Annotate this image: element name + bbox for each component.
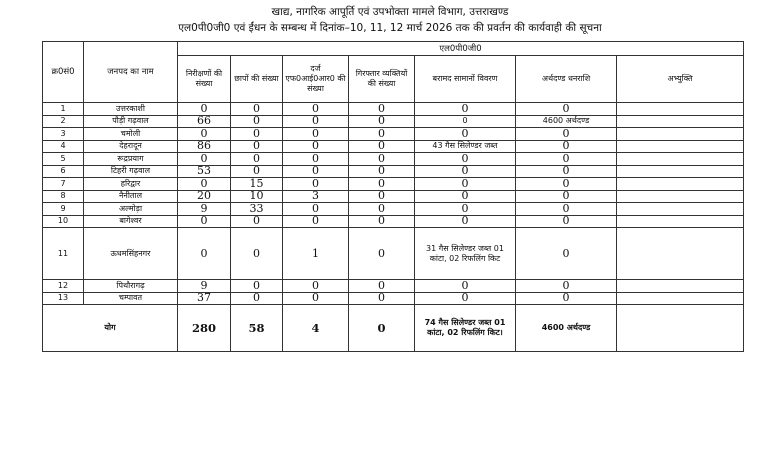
cell-fine: 0 [516,228,617,280]
cell-fir: 0 [283,128,349,141]
cell-remarks [617,103,744,116]
cell-district: टिहरी गढ़वाल [84,165,178,178]
total-arrested: 0 [349,305,415,352]
cell-arrested: 0 [349,215,415,228]
cell-arrested: 0 [349,153,415,166]
cell-inspections: 0 [178,228,231,280]
cell-inspections: 53 [178,165,231,178]
cell-inspections: 0 [178,128,231,141]
cell-fir: 0 [283,280,349,293]
cell-inspections: 37 [178,292,231,305]
cell-fir: 0 [283,103,349,116]
col-header-arrested: गिरफ्तार व्यक्तियों की संख्या [349,56,415,103]
cell-inspections: 9 [178,280,231,293]
cell-fine: 0 [516,203,617,216]
cell-fir: 0 [283,165,349,178]
table-row [43,203,744,216]
cell-sno: 8 [43,190,84,203]
cell-seized: 0 [415,115,516,128]
cell-fine: 0 [516,190,617,203]
group-header-lpg: एल0पी0जी0 [178,42,744,56]
cell-remarks [617,140,744,153]
cell-arrested: 0 [349,292,415,305]
cell-district: ऊधमसिंहनगर [84,228,178,280]
table-row [43,103,744,116]
cell-raids: 0 [231,292,283,305]
cell-fine: 0 [516,153,617,166]
cell-inspections: 86 [178,140,231,153]
total-raids: 58 [231,305,283,352]
cell-sno: 7 [43,178,84,191]
cell-remarks [617,153,744,166]
cell-seized: 0 [415,203,516,216]
cell-seized: 0 [415,178,516,191]
cell-district: पौड़ी गढ़वाल [84,115,178,128]
cell-arrested: 0 [349,165,415,178]
cell-raids: 10 [231,190,283,203]
table-row [43,228,744,280]
cell-remarks [617,280,744,293]
cell-fine: 0 [516,140,617,153]
table-row [43,292,744,305]
cell-sno: 11 [43,228,84,280]
cell-sno: 2 [43,115,84,128]
col-header-sno: क्र0सं0 [43,42,84,103]
cell-raids: 15 [231,178,283,191]
cell-district: रूद्रप्रयाग [84,153,178,166]
cell-seized: 0 [415,190,516,203]
cell-fine: 0 [516,292,617,305]
cell-fir: 0 [283,140,349,153]
cell-raids: 0 [231,115,283,128]
cell-remarks [617,215,744,228]
header-row-1 [43,42,744,56]
cell-arrested: 0 [349,140,415,153]
cell-fir: 0 [283,153,349,166]
cell-arrested: 0 [349,280,415,293]
cell-seized: 0 [415,153,516,166]
table-row [43,178,744,191]
cell-remarks [617,203,744,216]
col-header-raids: छापों की संख्या [231,56,283,103]
cell-fine: 0 [516,128,617,141]
total-fine: 4600 अर्थदण्ड [516,305,617,352]
col-header-remarks: अभ्युक्ति [617,56,744,103]
cell-fir: 1 [283,228,349,280]
cell-seized: 0 [415,280,516,293]
cell-raids: 0 [231,280,283,293]
col-header-seized: बरामद सामानों विवरण [415,56,516,103]
cell-arrested: 0 [349,190,415,203]
cell-arrested: 0 [349,128,415,141]
cell-sno: 6 [43,165,84,178]
cell-arrested: 0 [349,178,415,191]
cell-sno: 13 [43,292,84,305]
table-row [43,115,744,128]
table-row [43,190,744,203]
cell-arrested: 0 [349,103,415,116]
total-row [43,305,744,352]
cell-district: हरिद्वार [84,178,178,191]
cell-seized: 0 [415,215,516,228]
cell-sno: 3 [43,128,84,141]
cell-inspections: 0 [178,215,231,228]
table-row [43,215,744,228]
cell-sno: 12 [43,280,84,293]
report-title: एल0पी0जी0 एवं ईंधन के सम्बन्ध में दिनांक–10, 11, 12 मार्च 2026 तक की प्रवर्तन की कार्यवाही की सूचना [178,22,602,34]
cell-fine: 0 [516,165,617,178]
cell-seized: 0 [415,103,516,116]
table-row [43,165,744,178]
cell-seized: 43 गैस सिलेण्डर जब्त [415,140,516,153]
cell-fir: 0 [283,115,349,128]
cell-remarks [617,292,744,305]
total-seized: 74 गैस सिलेण्डर जब्त 01 कांटा, 02 रिफलिंग किट। [415,305,516,352]
cell-raids: 0 [231,128,283,141]
cell-fir: 0 [283,178,349,191]
cell-fine: 0 [516,178,617,191]
cell-district: उत्तरकाशी [84,103,178,116]
cell-raids: 0 [231,165,283,178]
cell-fir: 0 [283,215,349,228]
cell-fine: 0 [516,280,617,293]
cell-seized: 31 गैस सिलेण्डर जब्त 01 कांटा, 02 रिफलिंग किट [415,228,516,280]
cell-raids: 0 [231,153,283,166]
enforcement-table [42,41,744,352]
table-row [43,280,744,293]
cell-fine: 0 [516,215,617,228]
cell-raids: 0 [231,140,283,153]
cell-sno: 5 [43,153,84,166]
total-label: योग [43,305,178,352]
cell-remarks [617,128,744,141]
cell-inspections: 20 [178,190,231,203]
table-row [43,140,744,153]
cell-remarks [617,115,744,128]
cell-remarks [617,165,744,178]
cell-arrested: 0 [349,115,415,128]
col-header-inspections: निरीक्षणों की संख्या [178,56,231,103]
cell-fir: 0 [283,203,349,216]
cell-remarks [617,178,744,191]
cell-seized: 0 [415,165,516,178]
cell-district: देहरादून [84,140,178,153]
cell-inspections: 9 [178,203,231,216]
total-inspections: 280 [178,305,231,352]
cell-raids: 0 [231,215,283,228]
cell-fine: 0 [516,103,617,116]
cell-seized: 0 [415,128,516,141]
cell-arrested: 0 [349,203,415,216]
table-row [43,128,744,141]
cell-raids: 0 [231,228,283,280]
cell-fir: 0 [283,292,349,305]
cell-inspections: 0 [178,178,231,191]
col-header-fir: दर्ज एफ0आई0आर0 की संख्या [283,56,349,103]
cell-district: अल्मोड़ा [84,203,178,216]
col-header-fine: अर्थदण्ड धनराशि [516,56,617,103]
department-title: खाद्य, नागरिक आपूर्ति एवं उपभोक्ता मामले विभाग, उत्तराखण्ड [271,6,509,18]
cell-inspections: 0 [178,153,231,166]
cell-raids: 33 [231,203,283,216]
cell-sno: 1 [43,103,84,116]
cell-fine: 4600 अर्थदण्ड [516,115,617,128]
total-fir: 4 [283,305,349,352]
table-row [43,153,744,166]
cell-sno: 10 [43,215,84,228]
cell-district: नैनीताल [84,190,178,203]
cell-sno: 4 [43,140,84,153]
cell-fir: 3 [283,190,349,203]
cell-district: चमोली [84,128,178,141]
cell-seized: 0 [415,292,516,305]
cell-arrested: 0 [349,228,415,280]
cell-remarks [617,228,744,280]
cell-district: बागेश्वर [84,215,178,228]
cell-district: चम्पावत [84,292,178,305]
cell-inspections: 66 [178,115,231,128]
cell-district: पिथौरागढ़ [84,280,178,293]
total-remarks [617,305,744,352]
col-header-district: जनपद का नाम [84,42,178,103]
cell-remarks [617,190,744,203]
cell-sno: 9 [43,203,84,216]
cell-raids: 0 [231,103,283,116]
cell-inspections: 0 [178,103,231,116]
